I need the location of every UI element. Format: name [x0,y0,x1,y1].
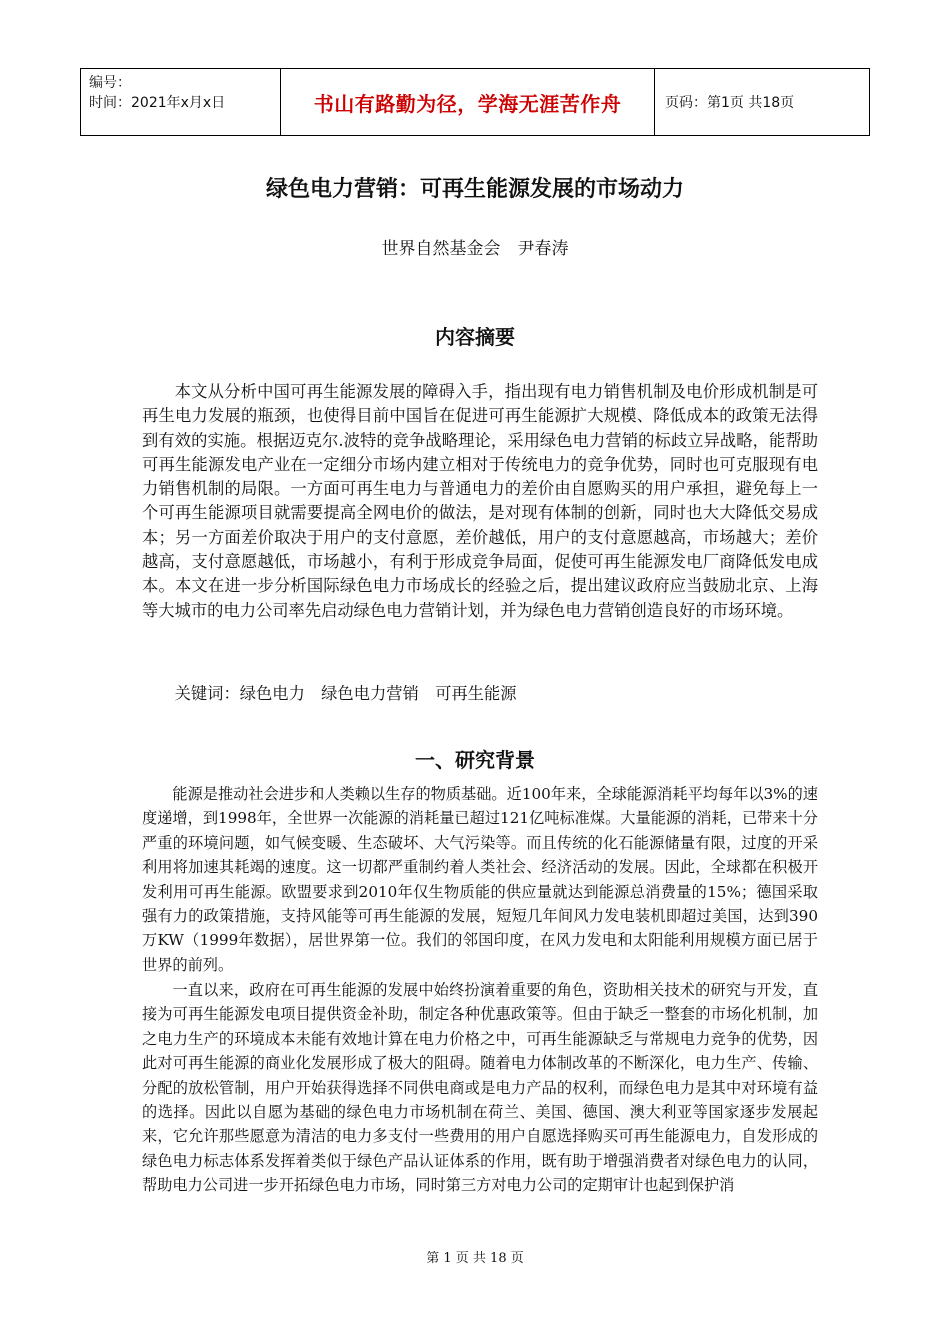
document-author: 世界自然基金会 尹春涛 [381,239,569,259]
body-paragraph-2: 一直以来，政府在可再生能源的发展中始终扮演着重要的角色，资助相关技术的研究与开发，直接为可再生能源发电项目提供资金补助，制定各种优惠政策等。但由于缺乏一整套的市场化机制，加之电力生产的环境成本未能有效地计算在电力价格之中，可再生能源缺乏与常规电力竞争的优势，因此对可再生能源的商业化发展形成了极大的阻碍。随着电力体制改革的不断深化，电力生产、传输、分配的放松管制，用户开始获得选择不同供电商或是电力产品的权利，而绿色电力是其中对环境有益的选择。因此以自愿为基础的绿色电力市场机制在荷兰、美国、德国、澳大利亚等国家逐步发展起来，它允许那些愿意为清洁的电力多支付一些费用的用户自愿选择购买可再生能源电力，自发形成的绿色电力标志体系发挥着类似于绿色产品认证体系的作用，既有助于增强消费者对绿色电力的认同，帮助电力公司进一步开拓绿色电力市场，同时第三方对电力公司的定期审计也起到保护消 [142,981,818,1195]
header-motto: 书山有路勤为径，学海无涯苦作舟 [281,69,655,135]
document-title: 绿色电力营销：可再生能源发展的市场动力 [265,177,684,202]
header-meta-cell [81,69,281,135]
abstract-body: 本文从分析中国可再生能源发展的障碍入手，指出现有电力销售机制及电价形成机制是可再生电力发展的瓶颈，也使得目前中国旨在促进可再生能源扩大规模、降低成本的政策无法得到有效的实施。根据迈克尔.波特的竞争战略理论，采用绿色电力营销的标歧立异战略，能帮助可再生能源发电产业在一定细分市场内建立相对于传统电力的竞争优势，同时也可克服现有电力销售机制的局限。一方面可再生电力与普通电力的差价由自愿购买的用户承担，避免每上一个可再生能源项目就需要提高全网电价的做法，是对现有体制的创新，同时也大大降低交易成本；另一方面差价取决于用户的支付意愿，差价越低，用户的支付意愿越高，市场越大；差价越高，支付意愿越低，市场越小，有利于形成竞争局面，促使可再生能源发电厂商降低发电成本。本文在进一步分析国际绿色电力市场成长的经验之后，提出建议政府应当鼓励北京、上海等大城市的电力公司率先启动绿色电力营销计划，并为绿色电力营销创造良好的市场环境。 [142,382,818,620]
time-label: 时间：2021年x月x日 [89,95,226,111]
section-heading-research-background: 一、研究背景 [415,748,535,772]
header-table [80,68,870,136]
number-label: 编号： [89,75,131,91]
keywords-line: 关键词：绿色电力 绿色电力营销 可再生能源 [174,684,517,703]
body-paragraph-1: 能源是推动社会进步和人类赖以生存的物质基础。近100年来，全球能源消耗平均每年以3%的速度递增，到1998年，全世界一次能源的消耗量已超过121亿吨标准煤。大量能源的消耗，已带来十分严重的环境问题，如气候变暖、生态破坏、大气污染等。而且传统的化石能源储量有限，过度的开采利用将加速其耗竭的速度。这一切都严重制约着人类社会、经济活动的发展。因此，全球都在积极开发利用可再生能源。欧盟要求到2010年仅生物质能的供应量就达到能源总消费量的15%；德国采取强有力的政策措施，支持风能等可再生能源的发展，短短几年间风力发电装机即超过美国，达到390万KW（1999年数据），居世界第一位。我们的邻国印度，在风力发电和太阳能利用规模方面已居于世界的前列。 [142,785,818,974]
header-page-info: 页码：第1页 共18页 [665,95,795,111]
page-footer: 第 1 页 共 18 页 [426,1251,524,1266]
abstract-heading: 内容摘要 [435,325,515,349]
